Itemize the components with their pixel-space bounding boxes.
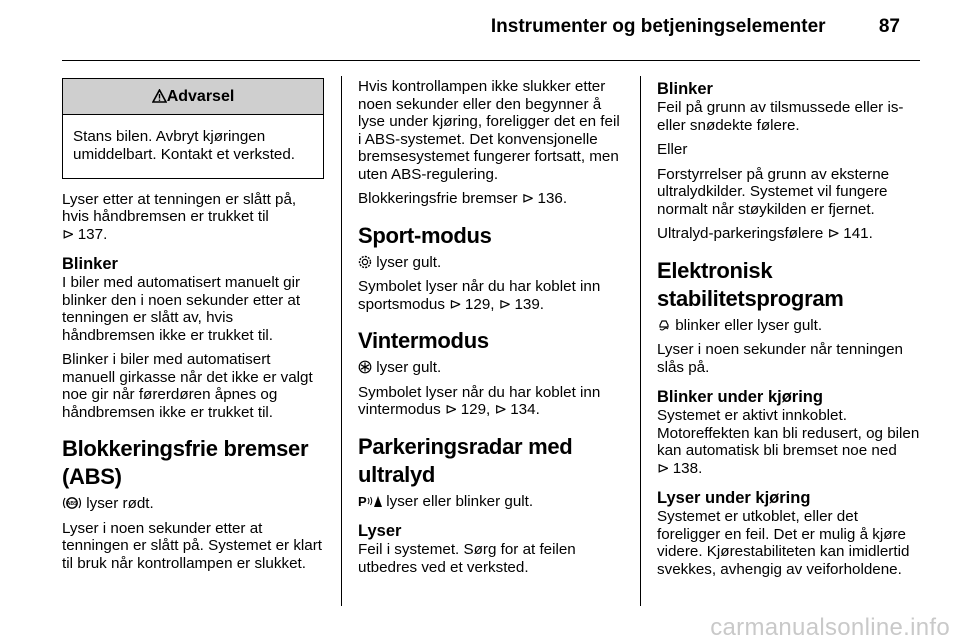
paragraph: lyser gult. xyxy=(358,254,626,272)
paragraph: Hvis kontrollampen ikke slukker etter noen sekunder eller den begynner å lyse under kjøring, foreligger det en feil i ABS-systemet. Det konvensjonelle bremsesystemet fungerer fortsatt, men uten ABS-regulering. xyxy=(358,78,620,183)
paragraph: Eller xyxy=(657,141,688,158)
paragraph: Symbolet lyser når du har koblet inn vintermodus ⊳ 129, ⊳ 134. xyxy=(358,383,601,418)
paragraph: Systemet er aktivt innkoblet. Motoreffekten kan bli redusert, og bilen kan automatisk bli bremset noe ned ⊳ 138. xyxy=(657,407,920,477)
sport-mode-icon xyxy=(358,255,372,269)
paragraph: lyser gult. xyxy=(358,359,626,377)
paragraph: I biler med automatisert manuelt gir blinker den i noen sekunder etter at tenningen er slått av, hvis håndbremsen ikke er trukket til. xyxy=(62,274,301,344)
warning-header xyxy=(63,79,323,115)
column-divider-1 xyxy=(341,76,342,606)
section-heading: Elektronisk stabilitetsprogram xyxy=(657,257,844,311)
esp-car-skid-icon xyxy=(657,318,671,332)
page-reference-arrow-icon: ⊳ xyxy=(498,295,512,313)
park-pilot-icon xyxy=(358,494,382,508)
page-reference-arrow-icon: ⊳ xyxy=(62,225,75,243)
page-header xyxy=(0,16,900,38)
paragraph: Blinker i biler med automatisert manuell girkasse når det ikke er valgt noe gir når førerdøren åpnes og håndbremsen ikke er trukket til. xyxy=(62,351,313,421)
column-2 xyxy=(358,78,626,583)
page-reference-arrow-icon: ⊳ xyxy=(494,401,508,418)
warning-title: Advarsel xyxy=(166,88,235,105)
paragraph: Lyser i noen sekunder etter at tenningen er slått på. Systemet er klart til bruk når kontrollampen er slukket. xyxy=(62,519,323,572)
watermark: carmanualsonline.info xyxy=(710,614,950,641)
warning-triangle-icon xyxy=(152,89,167,103)
paragraph: blinker eller lyser gult. xyxy=(657,317,922,335)
abs-lamp-icon xyxy=(62,496,82,510)
page-reference: 136. xyxy=(537,190,568,207)
page-reference-arrow-icon: ⊳ xyxy=(521,190,535,207)
page-reference-arrow-icon: ⊳ xyxy=(657,459,670,477)
page-number: 87 xyxy=(878,16,900,37)
paragraph: Feil i systemet. Sørg for at feilen utbedres ved et verksted. xyxy=(358,541,576,576)
page-reference-arrow-icon: ⊳ xyxy=(827,225,841,242)
header-rule xyxy=(62,60,920,61)
paragraph: Forstyrrelser på grunn av eksterne ultralydkilder. Systemet vil fungere normalt når støykilden er fjernet. xyxy=(657,165,890,218)
page-reference: 137. xyxy=(77,225,108,243)
column-divider-2 xyxy=(640,76,641,606)
page-reference-arrow-icon: ⊳ xyxy=(444,401,458,418)
column-3 xyxy=(657,80,922,585)
paragraph: Systemet er utkoblet, eller det foreligger en feil. Det er mulig å kjøre videre. Kjørestabiliteten kan imidlertid svekkes, avhengig av veiforholdene. xyxy=(657,508,910,578)
paragraph: ABS lyser rødt. xyxy=(62,495,324,513)
paragraph: P lyser eller blinker gult. xyxy=(358,492,534,510)
subheading: Blinker under kjøring xyxy=(657,388,823,406)
subheading: Blinker xyxy=(657,80,713,98)
section-heading: Parkeringsradar med ultralyd xyxy=(358,433,573,487)
svg-text:ABS: ABS xyxy=(66,501,78,507)
page-reference-arrow-icon: ⊳ xyxy=(449,295,462,313)
winter-mode-icon xyxy=(358,360,372,374)
svg-text:P: P xyxy=(358,493,367,508)
paragraph: Blokkeringsfrie bremser ⊳ 136. xyxy=(358,190,568,207)
column-1 xyxy=(62,78,324,579)
paragraph: Feil på grunn av tilsmussede eller is- eller snødekte følere. xyxy=(657,99,904,134)
paragraph: Ultralyd-parkeringsfølere ⊳ 141. xyxy=(657,225,873,242)
warning-text: Stans bilen. Avbryt kjøringen umiddelbart. Kontakt et verksted. xyxy=(73,127,296,163)
subheading: Lyser under kjøring xyxy=(657,489,811,507)
warning-box xyxy=(62,78,324,179)
section-heading: Vintermodus xyxy=(358,328,489,353)
section-heading: Blokkeringsfrie bremser (ABS) xyxy=(62,436,309,489)
section-heading: Sport-modus xyxy=(358,222,492,248)
header-title: Instrumenter og betjeningselementer xyxy=(490,16,826,37)
paragraph: Lyser i noen sekunder når tenningen slås på. xyxy=(657,341,903,376)
paragraph: Symbolet lyser når du har koblet inn sportsmodus ⊳ 129, ⊳ 139. xyxy=(358,278,601,313)
subheading: Lyser xyxy=(358,522,402,540)
subheading: Blinker xyxy=(62,255,118,273)
paragraph: Lyser etter at tenningen er slått på, hvis håndbremsen er trukket til ⊳ 137. xyxy=(62,190,297,243)
